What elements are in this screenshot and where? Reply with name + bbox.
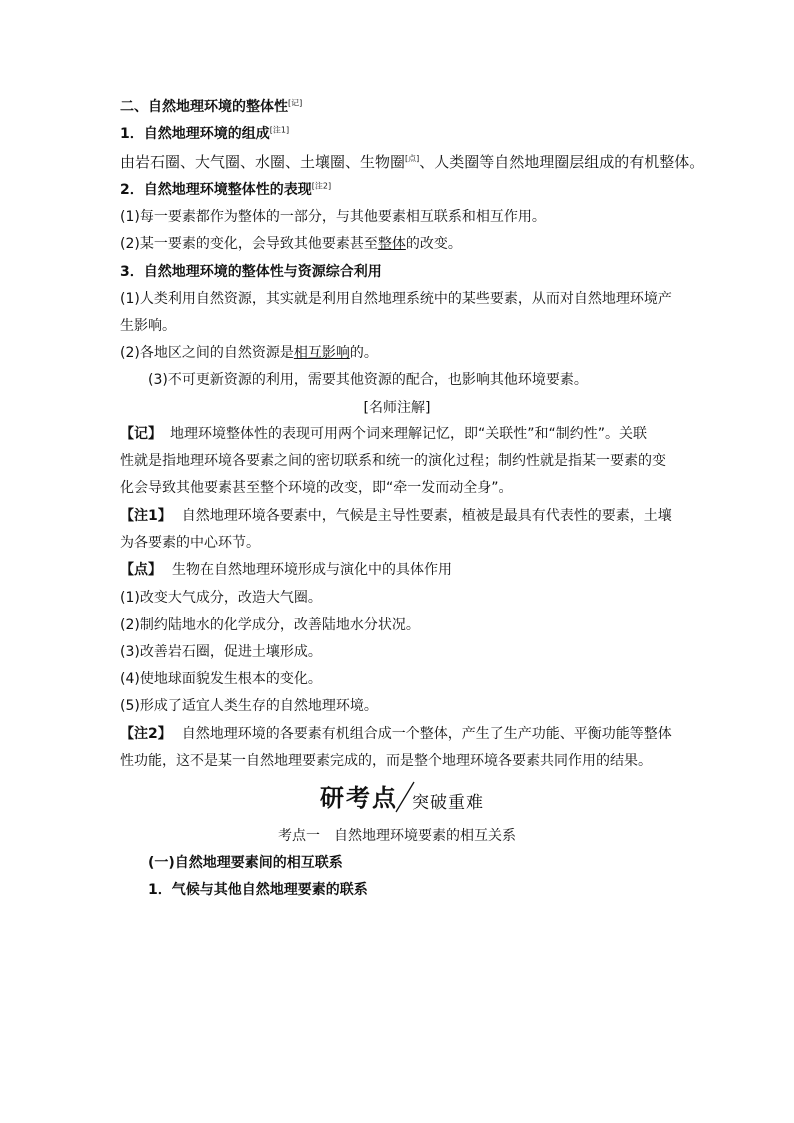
note-dian-line1: 【点】 生物在自然地理环境形成与演化中的具体作用: [120, 562, 452, 578]
note-dian-item: (4)使地球面貌发生根本的变化。: [120, 671, 322, 687]
item3-point1-line1: (1)人类利用自然资源，其实就是利用自然地理系统中的某些要素，从而对自然地理环境产: [120, 291, 672, 307]
item3-point1-line2: 生影响。: [120, 318, 176, 334]
note-zhu2-line2: 性功能，这不是某一自然地理要素完成的，而是整个地理环境各要素共同作用的结果。: [120, 753, 652, 769]
note-ji-line1: 【记】 地理环境整体性的表现可用两个词来理解记忆，即“关联性”和“制约性”。关联: [120, 426, 648, 442]
item2-point2: (2)某一要素的变化，会导致其他要素甚至整体的改变。: [120, 236, 462, 252]
section-heading: 二、自然地理环境的整体性[记]: [120, 98, 303, 115]
note-zhu2-line1: 【注2】 自然地理环境的各要素有机组合成一个整体，产生了生产功能、平衡功能等整体: [120, 726, 672, 742]
kaodian-title: 考点一 自然地理环境要素的相互关系: [278, 828, 516, 844]
kaodian-item-title: 1．气候与其他自然地理要素的联系: [148, 882, 368, 898]
note-dian-item: (1)改变大气成分，改造大气圈。: [120, 590, 322, 606]
section-banner: [0, 776, 794, 816]
note-label: 【注2】: [120, 726, 172, 742]
note-ji-line3: 化会导致其他要素甚至整个环境的改变，即“牵一发而动全身”。: [120, 480, 513, 496]
note-label: 【注1】: [120, 508, 172, 524]
note-label: 【点】: [120, 562, 162, 578]
note-ji-line2: 性就是指地理环境各要素之间的密切联系和统一的演化过程；制约性就是指某一要素的变: [120, 453, 666, 469]
banner-right-text: 突破重难: [412, 793, 484, 813]
kaodian-subtitle: (一)自然地理要素间的相互联系: [148, 855, 343, 871]
item2-point1: (1)每一要素都作为整体的一部分，与其他要素相互联系和相互作用。: [120, 209, 546, 225]
item1-text: 由岩石圈、大气圈、水圈、土壤圈、生物圈[点]、人类圈等自然地理圈层组成的有机整体。: [120, 153, 705, 171]
note-dian-item: (3)改善岩石圈，促进土壤形成。: [120, 644, 322, 660]
underlined-term: 相互影响: [293, 345, 350, 361]
note-zhu1-line1: 【注1】 自然地理环境各要素中，气候是主导性要素，植被是最具有代表性的要素，土壤: [120, 508, 672, 524]
item3-point2: (2)各地区之间的自然资源是相互影响的。: [120, 345, 378, 361]
note-label: 【记】: [120, 426, 162, 442]
item2-title: 2．自然地理环境整体性的表现[注2]: [120, 181, 332, 198]
item3-title: 3．自然地理环境的整体性与资源综合利用: [120, 264, 382, 280]
note-mark: [注1]: [269, 125, 290, 135]
underlined-term: 整体: [377, 236, 406, 252]
item1-title: 1．自然地理环境的组成[注1]: [120, 125, 290, 142]
banner-left-text: 研考点: [320, 784, 398, 812]
notes-title: [名师注解]: [363, 400, 431, 416]
note-mark: [记]: [288, 98, 303, 108]
note-zhu1-line2: 为各要素的中心环节。: [120, 535, 260, 551]
note-mark: [注2]: [311, 181, 332, 191]
item3-point3: (3)不可更新资源的利用，需要其他资源的配合，也影响其他环境要素。: [148, 372, 588, 388]
note-dian-item: (5)形成了适宜人类生存的自然地理环境。: [120, 698, 378, 714]
note-dian-item: (2)制约陆地水的化学成分，改善陆地水分状况。: [120, 617, 420, 633]
note-mark: [点]: [405, 154, 420, 163]
